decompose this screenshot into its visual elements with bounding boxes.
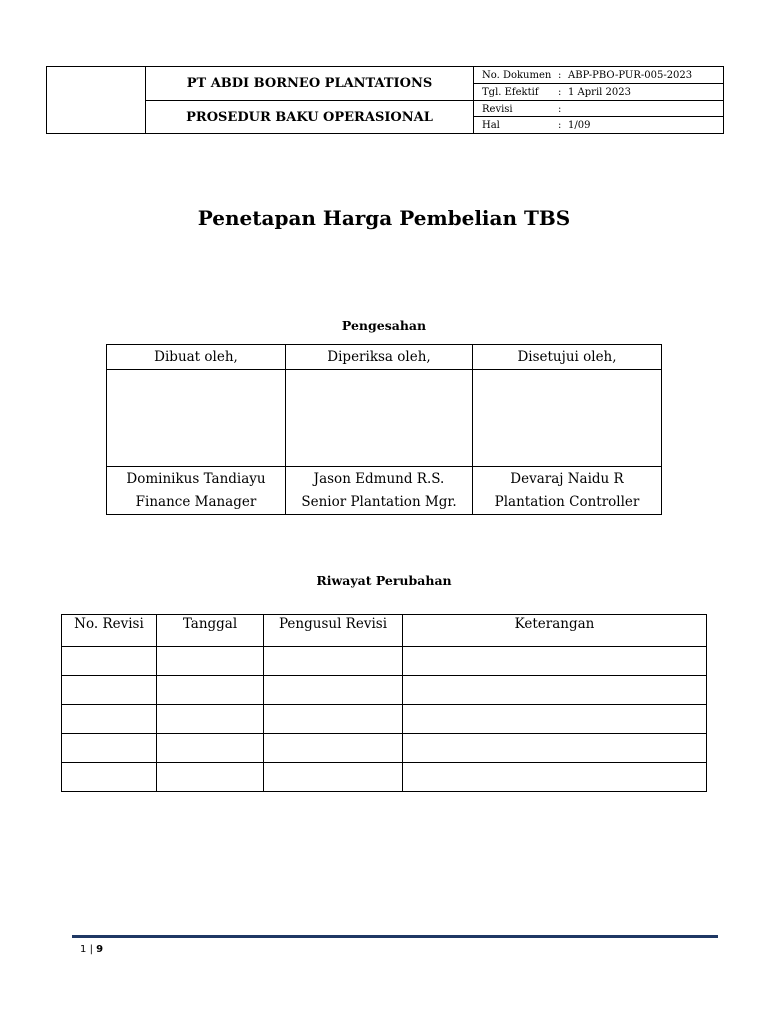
table-cell xyxy=(157,676,264,705)
signer-role: Plantation Controller xyxy=(473,490,662,515)
signature-box xyxy=(473,370,662,467)
table-cell xyxy=(264,734,403,763)
signer-role: Senior Plantation Mgr. xyxy=(286,490,473,515)
footer-divider xyxy=(72,935,718,938)
meta-value: 1 April 2023 xyxy=(568,86,631,98)
page-number xyxy=(80,944,103,955)
table-cell xyxy=(403,763,707,792)
meta-label: Hal xyxy=(482,119,500,131)
meta-separator: : xyxy=(558,86,562,98)
revision-history-heading: Riwayat Perubahan xyxy=(316,573,452,588)
signature-box xyxy=(107,370,286,467)
revision-col-date: Tanggal xyxy=(157,615,264,647)
page-total: 9 xyxy=(96,944,104,955)
meta-label: Tgl. Efektif xyxy=(482,86,539,98)
table-cell xyxy=(62,734,157,763)
table-row xyxy=(62,676,707,705)
signer-name: Dominikus Tandiayu xyxy=(107,467,286,491)
table-cell xyxy=(264,676,403,705)
approval-col-checked: Diperiksa oleh, xyxy=(286,345,473,370)
meta-label: Revisi xyxy=(482,103,513,115)
table-cell xyxy=(62,676,157,705)
table-cell xyxy=(403,647,707,676)
document-type: PROSEDUR BAKU OPERASIONAL xyxy=(146,101,474,133)
signer-role-row xyxy=(107,490,662,515)
company-name: PT ABDI BORNEO PLANTATIONS xyxy=(146,67,474,101)
table-cell xyxy=(403,676,707,705)
table-row xyxy=(62,647,707,676)
meta-value: 1/09 xyxy=(568,119,591,131)
table-cell xyxy=(157,705,264,734)
approval-col-prepared: Dibuat oleh, xyxy=(107,345,286,370)
meta-row-page xyxy=(474,116,723,133)
approval-col-approved: Disetujui oleh, xyxy=(473,345,662,370)
revision-history-table xyxy=(61,614,707,792)
meta-row-doc-number xyxy=(474,67,723,83)
table-cell xyxy=(264,647,403,676)
revision-col-number: No. Revisi xyxy=(62,615,157,647)
document-title: Penetapan Harga Pembelian TBS xyxy=(197,206,571,230)
signer-name: Jason Edmund R.S. xyxy=(286,467,473,491)
revision-col-proposer: Pengusul Revisi xyxy=(264,615,403,647)
page-current: 1 xyxy=(80,944,87,955)
revision-header-row xyxy=(62,615,707,647)
signer-name-row xyxy=(107,467,662,491)
signature-row xyxy=(107,370,662,467)
table-cell xyxy=(62,763,157,792)
table-cell xyxy=(403,705,707,734)
meta-row-revision xyxy=(474,100,723,117)
document-header xyxy=(46,66,724,134)
meta-label: No. Dokumen xyxy=(482,69,552,81)
signer-role: Finance Manager xyxy=(107,490,286,515)
meta-value: ABP-PBO-PUR-005-2023 xyxy=(568,69,693,81)
meta-separator: : xyxy=(558,119,562,131)
document-meta xyxy=(474,67,723,133)
page-separator: | xyxy=(89,944,93,955)
meta-separator: : xyxy=(558,69,562,81)
table-cell xyxy=(403,734,707,763)
meta-row-effective-date xyxy=(474,83,723,100)
signature-box xyxy=(286,370,473,467)
signer-name: Devaraj Naidu R xyxy=(473,467,662,491)
table-row xyxy=(62,705,707,734)
table-cell xyxy=(157,763,264,792)
approval-heading: Pengesahan xyxy=(341,318,427,333)
revision-col-notes: Keterangan xyxy=(403,615,707,647)
table-cell xyxy=(264,705,403,734)
table-row xyxy=(62,734,707,763)
logo-cell xyxy=(47,67,146,133)
table-cell xyxy=(62,647,157,676)
table-cell xyxy=(157,734,264,763)
table-cell xyxy=(264,763,403,792)
approval-header-row xyxy=(107,345,662,370)
table-cell xyxy=(157,647,264,676)
table-cell xyxy=(62,705,157,734)
table-row xyxy=(62,763,707,792)
meta-separator: : xyxy=(558,103,562,115)
approval-table xyxy=(106,344,662,515)
